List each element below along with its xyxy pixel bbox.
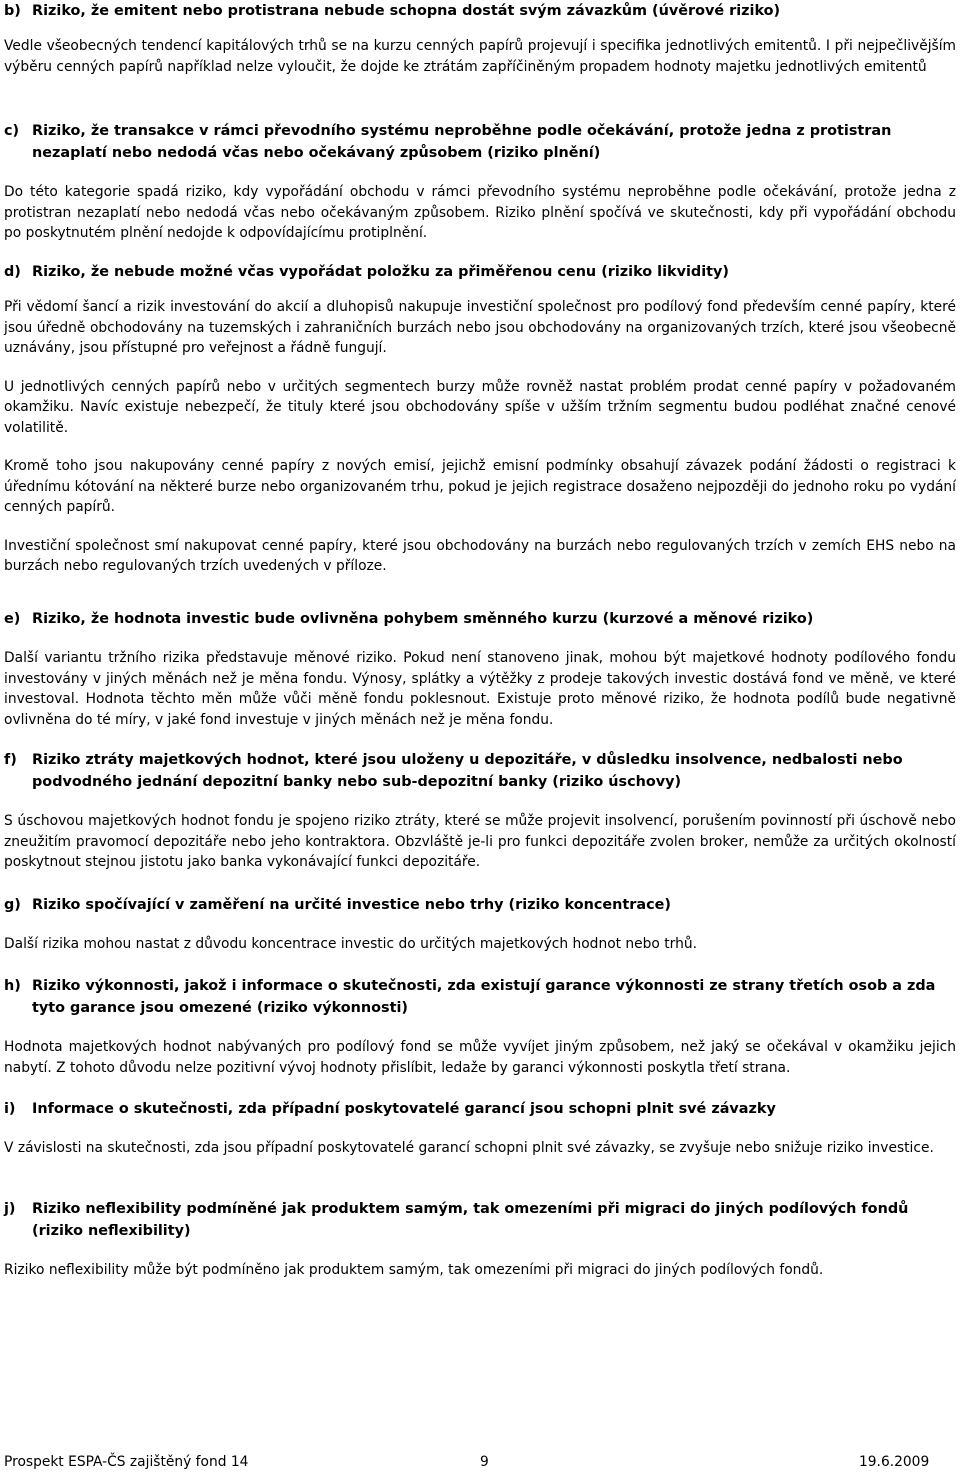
section-b: [4, 0, 956, 77]
section-f: [4, 749, 956, 873]
section-letter: j): [4, 1201, 16, 1217]
section-title: Riziko, že nebude možné včas vypořádat položku za přiměřenou cenu (riziko likvidity): [32, 264, 730, 280]
section-title: Riziko ztráty majetkových hodnot, které jsou uloženy u depozitáře, v důsledku insolvence, nedbalosti nebo podvodného jednání depozitní banky nebo sub-depozitní banky (riziko úschovy): [32, 752, 903, 790]
section-title: Riziko, že hodnota investic bude ovlivněna pohybem směnného kurzu (kurzové a měnové riziko): [32, 611, 814, 627]
paragraph: Kromě toho jsou nakupovány cenné papíry z nových emisí, jejichž emisní podmínky obsahují závazek podání žádosti o registraci k úřednímu kótování na některé burze nebo organizovaném trhu, pokud je jejich registrace dosaženo nejpozději do jednoho roku po vydání cenných papírů.: [4, 458, 956, 515]
section-letter: h): [4, 978, 21, 994]
section-heading: [4, 975, 956, 1019]
section-i: [4, 1098, 956, 1159]
footer-document-title: Prospekt ESPA-ČS zajištěný fond 14: [4, 1454, 249, 1470]
section-heading: [4, 608, 956, 630]
section-heading: [4, 120, 956, 164]
section-title: Riziko spočívající v zaměření na určité investice nebo trhy (riziko koncentrace): [32, 897, 671, 913]
paragraph: Hodnota majetkových hodnot nabývaných pro podílový fond se může vyvíjet jiným způsobem, než jaký se očekával v okamžiku jejich nabytí. Z tohoto důvodu nelze pozitivní vývoj hodnoty přislíbit, ledaže by garanci výkonnosti poskytla třetí strana.: [4, 1039, 956, 1076]
footer-page-number: 9: [480, 1454, 489, 1470]
section-j: [4, 1198, 956, 1281]
paragraph: Investiční společnost smí nakupovat cenné papíry, které jsou obchodovány na burzách nebo regulovaných trzích v zemích EHS nebo na burzách nebo regulovaných trzích uvedených v příloze.: [4, 537, 956, 574]
paragraph: S úschovou majetkových hodnot fondu je spojeno riziko ztráty, které se může projevit insolvencí, porušením povinností při úschově nebo zneužitím pravomocí depozitáře nebo jeho kontraktora. Obzvláště je-li pro funkci depozitáře zvolen broker, nemůže za určitých okolností poskytnout stejnou jistotu jako banka vykonávající funkci depozitáře.: [4, 813, 956, 870]
section-heading: [4, 1198, 956, 1242]
section-heading: [4, 261, 956, 283]
section-heading: [4, 1098, 956, 1120]
paragraph: Do této kategorie spadá riziko, kdy vypořádání obchodu v rámci převodního systému neproběhne podle očekávání, protože jedna z protistran nezaplatí nebo nedodá včas nebo očekávaným způsobem. Riziko plnění spočívá ve skutečnosti, kdy při vypořádání obchodu po poskytnutém plnění nedojde k odpovídajícímu protiplnění.: [4, 184, 956, 241]
section-title: Riziko neflexibility podmíněné jak produktem samým, tak omezeními při migraci do jiných podílových fondů (riziko neflexibility): [32, 1201, 909, 1239]
paragraph: U jednotlivých cenných papírů nebo v určitých segmentech burzy může rovněž nastat problém prodat cenné papíry v požadovaném okamžiku. Navíc existuje nebezpečí, že tituly které jsou obchodovány spíše v užším tržním segmentu budou podléhat značné cenové volatilitě.: [4, 378, 956, 436]
section-d: [4, 261, 956, 577]
paragraph: Další variantu tržního rizika představuje měnové riziko. Pokud není stanoveno jinak, mohou být majetkové hodnoty podílového fondu investovány v jiných měnách než je měna fondu. Výnosy, splátky a výtěžky z prodeje takových investic dostává fond ve měně, ve které investoval. Hodnota těchto měn může vůči měně fondu poklesnout. Existuje proto měnové riziko, že hodnota podílů bude negativně ovlivněna do té míry, v jaké fond investuje v jiných měnách než je měna fondu.: [4, 650, 956, 728]
section-g: [4, 894, 956, 955]
footer-date: 19.6.2009: [859, 1454, 930, 1470]
paragraph: Při vědomí šancí a rizik investování do akcií a dluhopisů nakupuje investiční společnost pro podílový fond především cenné papíry, které jsou úředně obchodovány na tuzemských i zahraničních burzách nebo jsou obchodovány na organizovaných trzích, které jsou všeobecně uznávány, jsou přístupné pro veřejnost a řádně fungují.: [4, 299, 956, 356]
section-title: Riziko, že emitent nebo protistrana nebude schopna dostát svým závazkům (úvěrové riziko): [32, 3, 781, 19]
paragraph: Vedle všeobecných tendencí kapitálových trhů se na kurzu cenných papírů projevují i specifika jednotlivých emitentů. I při nejpečlivějším výběru cenných papírů například nelze vyloučit, že dojde ke ztrátám zapříčiněným propadem hodnoty majetku jednotlivých emitentů: [4, 38, 956, 75]
section-heading: [4, 749, 956, 793]
section-letter: c): [4, 123, 20, 139]
paragraph: Riziko neflexibility může být podmíněno jak produktem samým, tak omezeními při migraci do jiných podílových fondů.: [4, 1262, 824, 1278]
section-letter: b): [4, 3, 21, 19]
section-letter: i): [4, 1101, 16, 1117]
section-h: [4, 975, 956, 1078]
paragraph: Další rizika mohou nastat z důvodu koncentrace investic do určitých majetkových hodnot nebo trhů.: [4, 936, 697, 952]
section-letter: g): [4, 897, 21, 913]
section-heading: [4, 0, 956, 22]
section-letter: e): [4, 611, 21, 627]
paragraph: V závislosti na skutečnosti, zda jsou případní poskytovatelé garancí schopni plnit své závazky, se zvyšuje nebo snižuje riziko investice.: [4, 1140, 934, 1156]
section-heading: [4, 894, 956, 916]
section-title: Informace o skutečnosti, zda případní poskytovatelé garancí jsou schopni plnit své závazky: [32, 1101, 776, 1117]
section-letter: f): [4, 752, 17, 768]
section-c: [4, 120, 956, 244]
section-letter: d): [4, 264, 21, 280]
section-title: Riziko, že transakce v rámci převodního systému neproběhne podle očekávání, protože jedna z protistran nezaplatí nebo nedodá včas nebo očekávaný způsobem (riziko plnění): [32, 123, 892, 161]
section-e: [4, 608, 956, 730]
section-title: Riziko výkonnosti, jakož i informace o skutečnosti, zda existují garance výkonnosti ze strany třetích osob a zda tyto garance jsou omezené (riziko výkonnosti): [32, 978, 936, 1016]
